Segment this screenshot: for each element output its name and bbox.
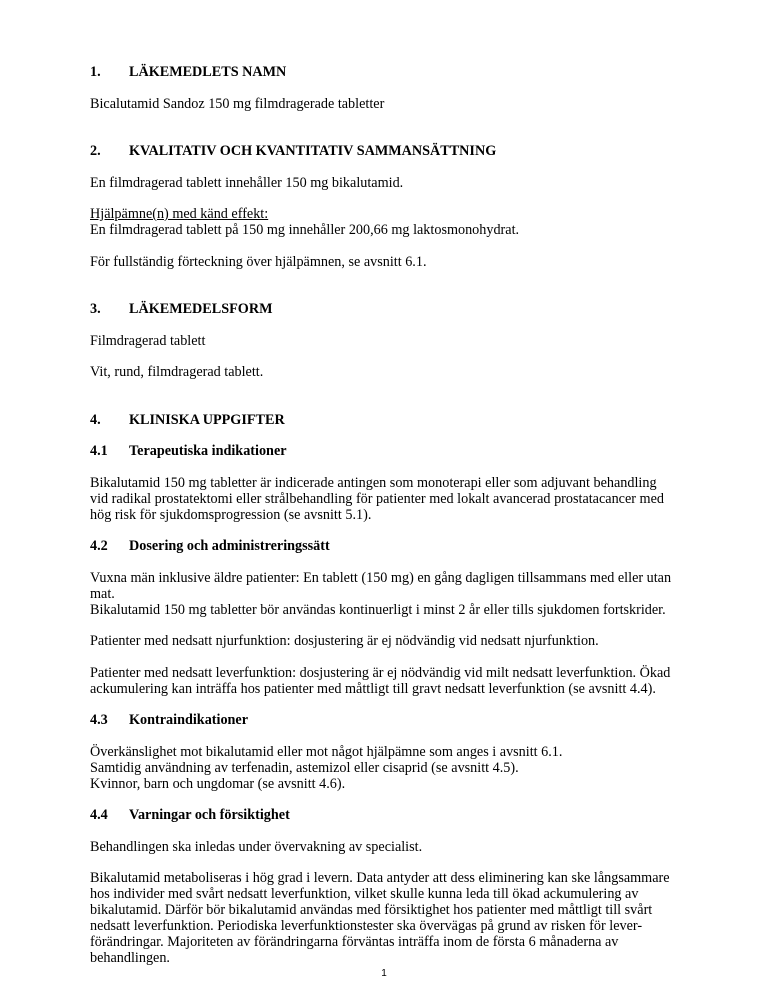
section-4-heading: KLINISKA UPPGIFTER	[129, 412, 285, 428]
indications-line-3: hög risk för sjukdomsprogression (se avsnitt 5.1).	[90, 507, 372, 523]
dosage-line-3: Bikalutamid 150 mg tabletter bör användas kontinuerligt i minst 2 år eller tills sjukdomen fortskrider.	[90, 602, 666, 618]
warnings-line-5: förändringar. Majoriteten av förändringarna förväntas inträffa inom de första 6 månaderna av	[90, 934, 619, 950]
section-1-heading: LÄKEMEDLETS NAMN	[129, 64, 287, 80]
dosage-line-1: Vuxna män inklusive äldre patienter: En tablett (150 mg) en gång dagligen tillsammans med eller utan	[90, 570, 672, 586]
warnings-line-2: hos individer med svårt nedsatt leverfunktion, vilket skulle kunna leda till ökad ackumulering av	[90, 886, 639, 902]
section-4-1-number: 4.1	[90, 443, 108, 459]
section-4-2-heading: Dosering och administreringssätt	[129, 538, 330, 554]
renal-impairment-text: Patienter med nedsatt njurfunktion: dosjustering är ej nödvändig vid nedsatt njurfunktion.	[90, 633, 599, 649]
excipients-text: En filmdragerad tablett på 150 mg innehåller 200,66 mg laktosmonohydrat.	[90, 222, 520, 238]
warnings-line-1: Bikalutamid metaboliseras i hög grad i levern. Data antyder att dess eliminering kan ske långsammare	[90, 870, 670, 886]
section-4-3-number: 4.3	[90, 712, 108, 728]
section-4-4-number: 4.4	[90, 807, 108, 823]
section-4-3-heading: Kontraindikationer	[129, 712, 249, 728]
warnings-line-6: behandlingen.	[90, 950, 170, 966]
section-2-number: 2.	[90, 143, 101, 159]
hepatic-impairment-line-2: ackumulering kan inträffa hos patienter med måttligt till gravt nedsatt leverfunktion (se avsnitt 4.4).	[90, 681, 656, 697]
contraindication-1: Överkänslighet mot bikalutamid eller mot något hjälpämne som anges i avsnitt 6.1.	[90, 744, 563, 760]
section-1-number: 1.	[90, 64, 101, 80]
warnings-line-4: nedsatt leverfunktion. Periodiska leverfunktionstester ska övervägas på grund av risken för lever-	[90, 918, 643, 934]
dosage-form: Filmdragerad tablett	[90, 333, 206, 349]
excipients-label: Hjälpämne(n) med känd effekt:	[90, 206, 269, 222]
page-number: 1	[381, 968, 387, 979]
excipients-reference: För fullständig förteckning över hjälpämnen, se avsnitt 6.1.	[90, 254, 427, 270]
composition-text: En filmdragerad tablett innehåller 150 mg bikalutamid.	[90, 175, 404, 191]
contraindication-2: Samtidig användning av terfenadin, astemizol eller cisaprid (se avsnitt 4.5).	[90, 760, 519, 776]
section-4-1-heading: Terapeutiska indikationer	[129, 443, 287, 459]
section-4-number: 4.	[90, 412, 101, 428]
section-3-heading: LÄKEMEDELSFORM	[129, 301, 273, 317]
hepatic-impairment-line-1: Patienter med nedsatt leverfunktion: dosjustering är ej nödvändig vid milt nedsatt leverfunktion. Ökad	[90, 665, 671, 681]
section-4-4-heading: Varningar och försiktighet	[129, 807, 290, 823]
tablet-description: Vit, rund, filmdragerad tablett.	[90, 364, 264, 380]
indications-line-1: Bikalutamid 150 mg tabletter är indicerade antingen som monoterapi eller som adjuvant behandling	[90, 475, 657, 491]
section-3-number: 3.	[90, 301, 101, 317]
dosage-line-2: mat.	[90, 586, 115, 602]
warnings-intro: Behandlingen ska inledas under övervakning av specialist.	[90, 839, 423, 855]
section-4-2-number: 4.2	[90, 538, 108, 554]
product-name: Bicalutamid Sandoz 150 mg filmdragerade tabletter	[90, 96, 385, 112]
warnings-line-3: bikalutamid. Därför bör bikalutamid användas med försiktighet hos patienter med måttligt till svårt	[90, 902, 653, 918]
indications-line-2: vid radikal prostatektomi eller strålbehandling för patienter med lokalt avancerad prostatacancer med	[90, 491, 664, 507]
contraindication-3: Kvinnor, barn och ungdomar (se avsnitt 4.6).	[90, 776, 346, 792]
section-2-heading: KVALITATIV OCH KVANTITATIV SAMMANSÄTTNING	[129, 143, 497, 159]
